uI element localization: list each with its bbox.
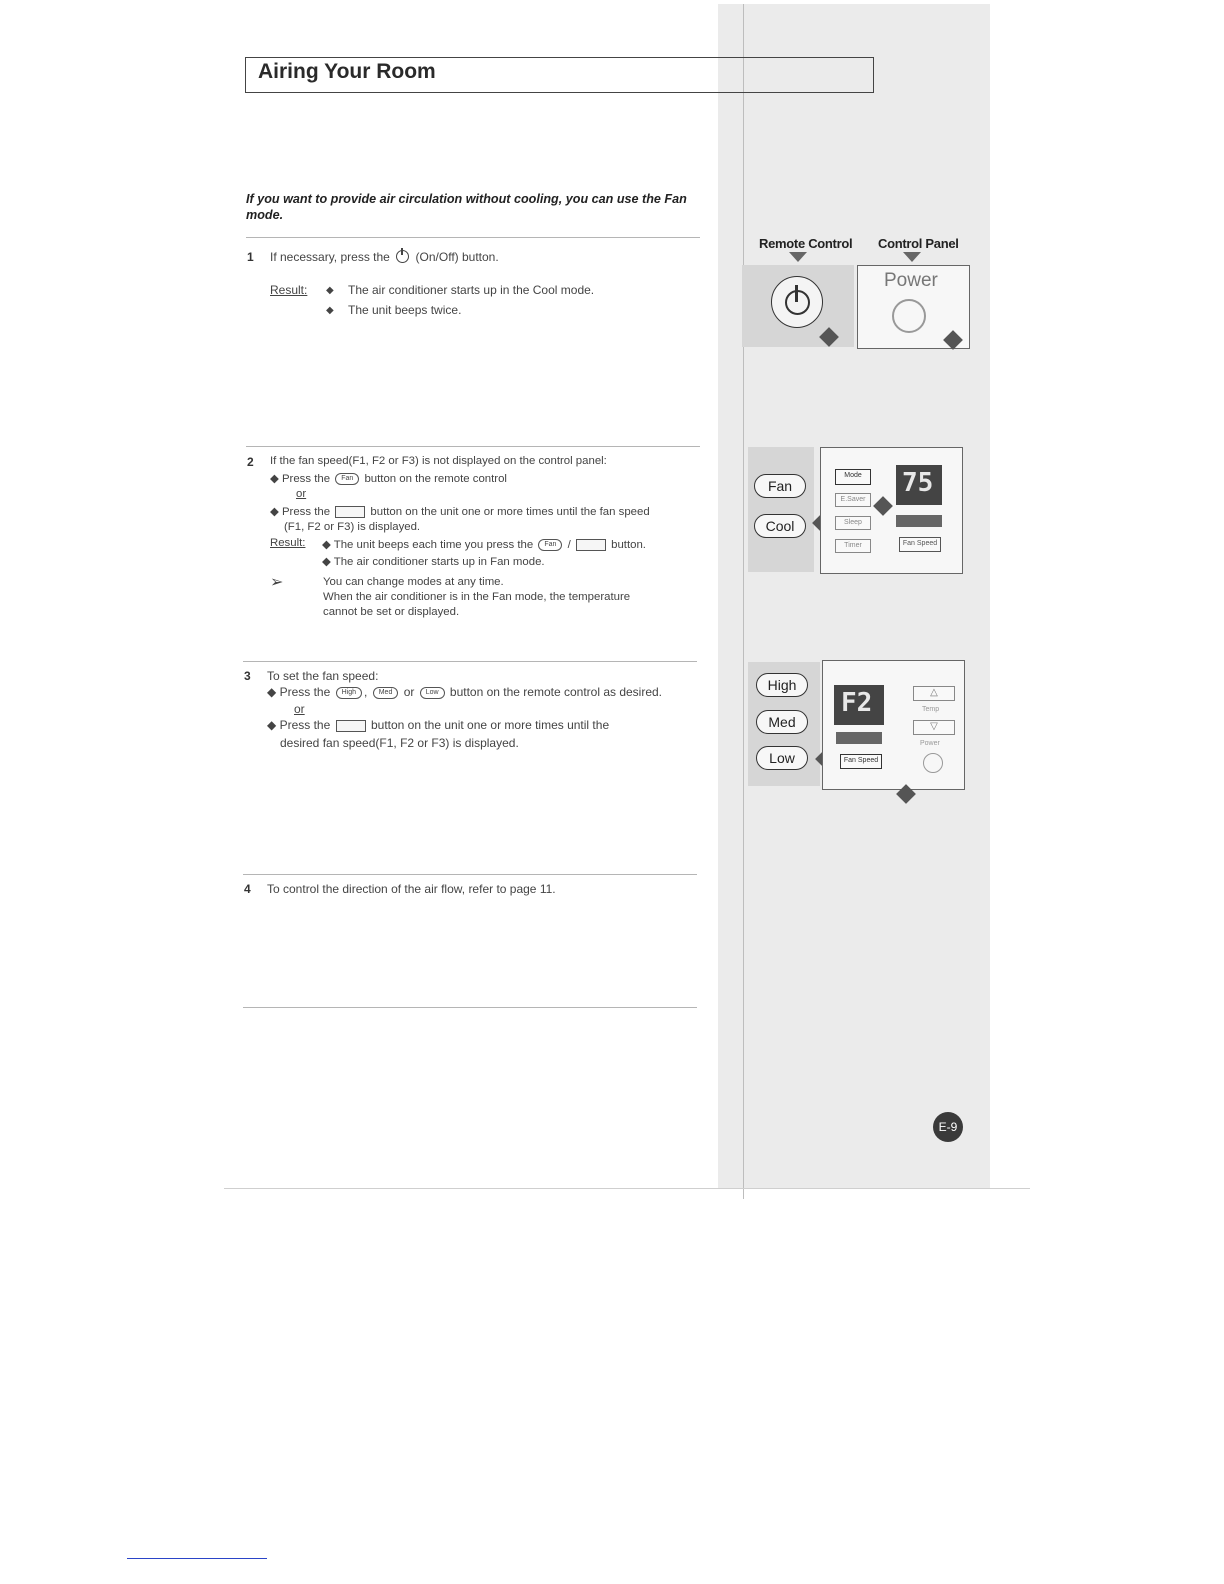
display-value: 75 (902, 468, 934, 498)
indicator-bar (896, 515, 942, 527)
step3-press2-b: button on the unit one or more times until the (370, 718, 610, 732)
step2-press1 (270, 471, 507, 485)
step2-result2 (322, 554, 545, 568)
footer-link-underline (127, 1558, 267, 1559)
step1-result-1: The air conditioner starts up in the Cool mode. (348, 283, 595, 297)
note-line-1: You can change modes at any time. (323, 576, 504, 588)
step3-intro: To set the fan speed: (267, 669, 379, 683)
arrow-down-icon (903, 252, 921, 262)
fan-button-icon: Fan (538, 539, 562, 551)
bullet-icon: ◆ (270, 506, 279, 518)
step4-text: To control the direction of the air flow, refer to page 11. (267, 882, 556, 896)
sidebar-column (718, 4, 990, 1188)
step2-result1-b: button. (611, 539, 646, 551)
step3-press1-b: button on the remote control as desired. (449, 685, 663, 699)
note-line-2: When the air conditioner is in the Fan mode, the temperature (323, 591, 631, 603)
power-small-label: Power (920, 740, 940, 747)
step2-intro: If the fan speed(F1, F2 or F3) is not displayed on the control panel: (270, 455, 607, 467)
fan-speed-button: Fan Speed (899, 537, 941, 552)
page-title: Airing Your Room (258, 60, 436, 83)
step2-result2-text: The air conditioner starts up in Fan mode. (333, 556, 545, 568)
step2-press1-a: Press the (281, 473, 331, 485)
fan-button-icon: Fan (335, 473, 359, 485)
power-symbol-bar (795, 285, 798, 302)
intro-text: If you want to provide air circulation without cooling, you can use the Fan mode. (246, 192, 687, 222)
step-number: 1 (247, 250, 254, 264)
step2-press2-b: button on the unit one or more times until the fan speed (370, 506, 650, 518)
bullet-icon: ◆ (326, 305, 334, 316)
step2-press2 (270, 504, 650, 518)
bullet-icon: ◆ (322, 556, 331, 568)
bullet-icon: ◆ (326, 285, 334, 296)
bullet-icon: ◆ (267, 685, 277, 699)
bullet-icon: ◆ (267, 718, 277, 732)
step3-press1 (267, 685, 662, 699)
separator-text: / (567, 539, 571, 551)
remote-fan-cool-figure (748, 447, 814, 572)
mode-button-icon (576, 539, 606, 551)
remote-power-button (771, 276, 823, 328)
bullet-icon: ◆ (322, 539, 331, 551)
bullet-icon: ◆ (270, 473, 279, 485)
sidebar-divider (743, 4, 744, 1199)
temp-up-button: △ (913, 686, 955, 701)
high-button: High (756, 673, 808, 697)
step-number: 3 (244, 669, 251, 683)
step3-press2-a: Press the (279, 718, 331, 732)
control-panel-heading: Control Panel (878, 236, 959, 251)
step3-press2 (267, 718, 609, 732)
result-label: Result: (270, 537, 306, 549)
low-button: Low (756, 746, 808, 770)
step1-text-a: If necessary, press the (270, 250, 390, 264)
cool-button: Cool (754, 514, 806, 538)
mode-button: Mode (835, 469, 871, 485)
note-arrow-icon: ➢ (270, 574, 284, 591)
med-button-icon: Med (373, 687, 399, 699)
step2-result1 (322, 537, 646, 551)
temp-down-button: ▽ (913, 720, 955, 735)
step2-press1-b: button on the remote control (364, 473, 507, 485)
display-value: F2 (841, 688, 873, 718)
section-divider (243, 874, 697, 875)
indicator-bar (836, 732, 882, 744)
bottom-rule (224, 1188, 1030, 1189)
step-number: 4 (244, 882, 251, 896)
power-text: Power (884, 270, 938, 291)
control-panel-power-icon (892, 299, 926, 333)
fan-speed-button: Fan Speed (840, 754, 882, 769)
step1-text-b: (On/Off) button. (415, 250, 499, 264)
section-divider (246, 237, 700, 238)
temp-label: Temp (922, 706, 940, 713)
section-divider (243, 1007, 697, 1008)
step-number: 2 (247, 455, 254, 469)
low-button-icon: Low (420, 687, 445, 699)
separator-text: or (403, 685, 415, 699)
section-divider (246, 446, 700, 447)
step1-instruction (270, 250, 499, 264)
fan-speed-button-icon (336, 720, 366, 732)
mode-button-icon (335, 506, 365, 518)
timer-button: Timer (835, 539, 871, 553)
med-button: Med (756, 710, 808, 734)
or-text: or (296, 488, 307, 500)
or-text: or (294, 702, 305, 716)
step2-press2-c: (F1, F2 or F3) is displayed. (284, 521, 421, 533)
step3-press1-a: Press the (279, 685, 331, 699)
step2-press2-a: Press the (281, 506, 331, 518)
page-number-badge: E-9 (933, 1112, 963, 1142)
step1-result-2: The unit beeps twice. (348, 303, 462, 317)
sleep-button: Sleep (835, 516, 871, 530)
result-label: Result: (270, 283, 308, 297)
section-divider (243, 661, 697, 662)
step3-press2-c: desired fan speed(F1, F2 or F3) is displayed. (280, 736, 519, 750)
fan-button: Fan (754, 474, 806, 498)
high-button-icon: High (336, 687, 362, 699)
separator-text: , (364, 685, 368, 699)
arrow-down-icon (789, 252, 807, 262)
power-symbol-icon (396, 250, 409, 263)
esaver-button: E.Saver (835, 493, 871, 507)
note-line-3: cannot be set or displayed. (323, 606, 460, 618)
remote-control-heading: Remote Control (759, 236, 853, 251)
step2-result1-a: The unit beeps each time you press the (333, 539, 534, 551)
power-small-icon (923, 753, 943, 773)
